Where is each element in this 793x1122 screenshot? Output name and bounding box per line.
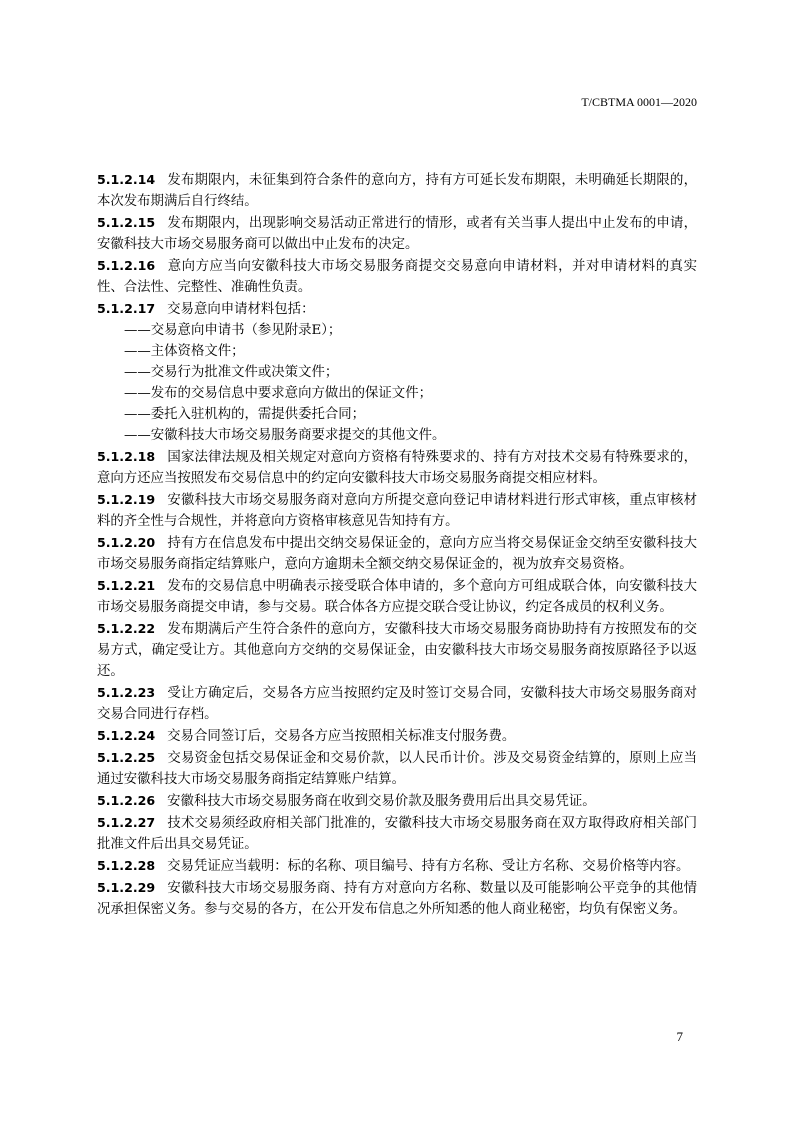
clause [97, 725, 697, 747]
clause [97, 790, 697, 812]
clause-text: 发布的交易信息中明确表示接受联合体申请的，多个意向方可组成联合体，向安徽科技大市场交易服务商提交申请，参与交易。联合体各方应提交联合受让协议，约定各成员的权利义务。 [97, 579, 697, 615]
list-item: ——主体资格文件； [124, 344, 245, 359]
clause [97, 212, 697, 255]
clause-number: 5.1.2.17 [97, 301, 156, 316]
clause-number: 5.1.2.14 [97, 172, 156, 187]
clause-text: 交易凭证应当载明：标的名称、项目编号、持有方名称、受让方名称、交易价格等内容。 [167, 859, 690, 874]
clause-text: 交易资金包括交易保证金和交易价款，以人民币计价。涉及交易资金结算的，原则上应当通过安徽科技大市场交易服务商指定结算账户结算。 [97, 751, 697, 787]
clause-number: 5.1.2.22 [97, 621, 156, 636]
clause-number: 5.1.2.19 [97, 492, 156, 507]
clause-number: 5.1.2.15 [97, 215, 156, 230]
clause [97, 446, 697, 489]
standard-code: T/CBTMA 0001—2020 [581, 95, 697, 109]
clause [97, 169, 697, 212]
clause-number: 5.1.2.26 [97, 793, 156, 808]
clause [97, 298, 697, 320]
clause-number: 5.1.2.20 [97, 535, 156, 550]
clause-text: 受让方确定后，交易各方应当按照约定及时签订交易合同，安徽科技大市场交易服务商对交易合同进行存档。 [97, 686, 697, 722]
list-item: ——交易意向申请书（参见附录E）； [124, 323, 342, 338]
clause [97, 877, 697, 920]
clause-text: 发布期限内，出现影响交易活动正常进行的情形，或者有关当事人提出中止发布的申请，安徽科技大市场交易服务商可以做出中止发布的决定。 [97, 216, 697, 252]
page-number: 7 [676, 1029, 683, 1044]
clause-number: 5.1.2.27 [97, 815, 156, 830]
list-item: ——安徽科技大市场交易服务商要求提交的其他文件。 [124, 428, 446, 443]
clause-text: 安徽科技大市场交易服务商、持有方对意向方名称、数量以及可能影响公平竞争的其他情况承担保密义务。参与交易的各方，在公开发布信息之外所知悉的他人商业秘密，均负有保密义务。 [97, 881, 697, 917]
clause-number: 5.1.2.29 [97, 880, 156, 895]
clause-number: 5.1.2.16 [97, 258, 156, 273]
list-item: ——发布的交易信息中要求意向方做出的保证文件； [124, 386, 432, 401]
list-item: ——委托入驻机构的，需提供委托合同； [124, 407, 366, 422]
clause-text: 安徽科技大市场交易服务商在收到交易价款及服务费用后出具交易凭证。 [167, 794, 596, 809]
clause-number: 5.1.2.24 [97, 728, 156, 743]
clause-text: 技术交易须经政府相关部门批准的，安徽科技大市场交易服务商在双方取得政府相关部门批准文件后出具交易凭证。 [97, 816, 697, 852]
clause-text: 发布期满后产生符合条件的意向方，安徽科技大市场交易服务商协助持有方按照发布的交易方式，确定受让方。其他意向方交纳的交易保证金，由安徽科技大市场交易服务商按原路径予以返还。 [97, 622, 697, 679]
clause [97, 855, 697, 877]
clause [97, 489, 697, 532]
clause [97, 575, 697, 618]
document-body [97, 169, 697, 920]
clause [97, 682, 697, 725]
clause [97, 618, 697, 682]
clause [97, 747, 697, 790]
list-item: ——交易行为批准文件或决策文件； [124, 365, 339, 380]
clause-number: 5.1.2.18 [97, 449, 156, 464]
clause-number: 5.1.2.21 [97, 578, 156, 593]
clause-text: 交易意向申请材料包括： [167, 302, 315, 317]
clause-number: 5.1.2.23 [97, 685, 156, 700]
clause-number: 5.1.2.25 [97, 750, 156, 765]
clause [97, 532, 697, 575]
clause-text: 意向方应当向安徽科技大市场交易服务商提交交易意向申请材料，并对申请材料的真实性、合法性、完整性、准确性负责。 [97, 259, 697, 295]
clause [97, 812, 697, 855]
clause-text: 交易合同签订后，交易各方应当按照相关标准支付服务费。 [167, 729, 516, 744]
clause-text: 国家法律法规及相关规定对意向方资格有特殊要求的、持有方对技术交易有特殊要求的，意向方还应当按照发布交易信息中的约定向安徽科技大市场交易服务商提交相应材料。 [97, 450, 697, 486]
clause-number: 5.1.2.28 [97, 858, 156, 873]
clause [97, 255, 697, 298]
clause-text: 发布期限内，未征集到符合条件的意向方，持有方可延长发布期限，未明确延长期限的，本次发布期满后自行终结。 [97, 173, 697, 209]
clause-text: 持有方在信息发布中提出交纳交易保证金的，意向方应当将交易保证金交纳至安徽科技大市场交易服务商指定结算账户，意向方逾期未全额交纳交易保证金的，视为放弃交易资格。 [97, 536, 697, 572]
clause-text: 安徽科技大市场交易服务商对意向方所提交意向登记申请材料进行形式审核，重点审核材料的齐全性与合规性，并将意向方资格审核意见告知持有方。 [97, 493, 697, 529]
